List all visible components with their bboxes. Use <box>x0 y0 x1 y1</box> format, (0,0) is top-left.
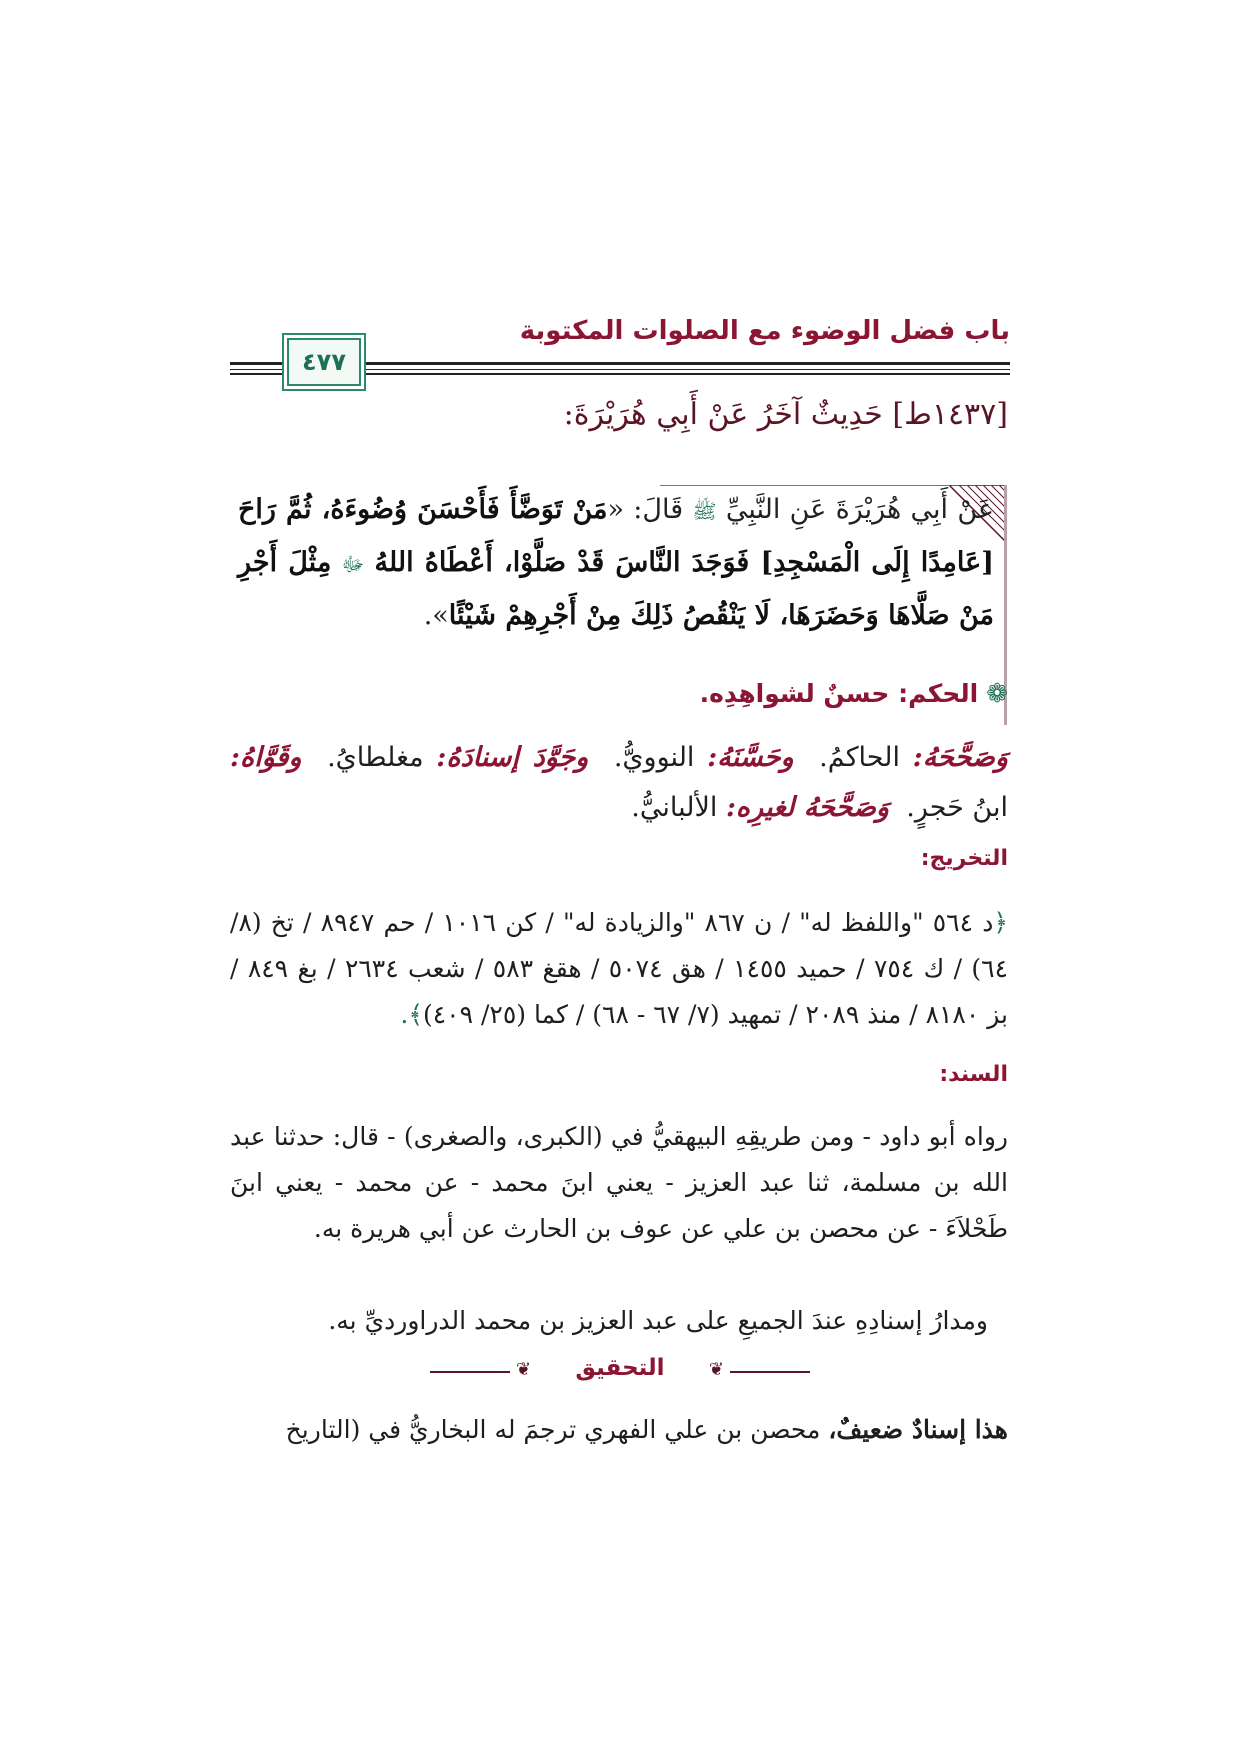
bracket-open: ﴿ <box>993 908 1008 937</box>
azza-wajal-icon: ﷻ <box>341 552 365 576</box>
hadith-heading: [١٤٣٧ط] حَدِيثٌ آخَرُ عَنْ أَبِي هُرَيْرَةَ: <box>563 397 1008 432</box>
verdict-label: وحَسَّنَهُ: <box>707 742 794 773</box>
verdict-value: الألبانيُّ. <box>631 792 718 823</box>
sanad-text: رواه أبو داود - ومن طريقِهِ البيهقيُّ في (الكبرى، والصغرى) - قال: حدثنا عبد الله بن مسلمة، ثنا عبد العزيز - يعني ابنَ محمد - عن محمد - يعني ابنَ طَحْلاَءَ - عن محصن بن علي عن عوف بن الحارث عن أبي هريرة به. <box>230 1122 1008 1243</box>
tahqiq-text <box>230 1407 1008 1453</box>
verdict-value: مغلطايُ. <box>327 742 424 773</box>
hadith-closing: ». <box>423 600 449 631</box>
running-header: باب فضل الوضوء مع الصلوات المكتوبة <box>519 316 1010 346</box>
verdict-label: وقَوَّاهُ: <box>230 742 302 773</box>
ruling <box>700 679 1008 709</box>
page-number-badge: ٤٧٧ <box>287 338 361 386</box>
verdict-value: النوويُّ. <box>613 742 695 773</box>
narration-chain: عَنْ أَبِي هُرَيْرَةَ عَنِ النَّبِيِّ <box>725 494 994 525</box>
hadith-body-part1: مَنْ تَوَضَّأَ فَأَحْسَنَ وُضُوءَهُ، ثُمَّ رَاحَ [عَامِدًا إِلَى الْمَسْجِدِ] فَوَجَدَ النَّاسَ قَدْ صَلَّوْا، أَعْطَاهُ اللهُ <box>238 494 994 578</box>
takhrij-text <box>230 900 1008 1038</box>
hadith-body-part2: مِثْلَ أَجْرِ مَنْ صَلَّاهَا وَحَضَرَهَا، لَا يَنْقُصُ ذَلِكَ مِنْ أَجْرِهِمْ شَيْئًا <box>238 547 994 631</box>
qala-text: قَالَ: « <box>607 494 684 525</box>
madar-text: ومدارُ إسنادِهِ عندَ الجميعِ على عبد العزيز بن محمد الدراورديِّ به. <box>328 1306 988 1335</box>
tahqiq-title: التحقيق <box>575 1355 665 1381</box>
verdict-label: وَصَحَّحَهُ: <box>912 742 1008 773</box>
verdict-value: الحاكمُ. <box>819 742 900 773</box>
takhrij-title: التخريج: <box>920 846 1008 871</box>
bracket-close: ﴾. <box>400 1000 423 1029</box>
flower-icon: ❁ <box>986 679 1008 709</box>
scholar-verdicts <box>230 733 1008 833</box>
verdict-label: وَصَحَّحَهُ لغيرِه: <box>725 792 890 823</box>
ornament-icon: ❦ <box>708 1359 724 1380</box>
salawat-icon: ﷺ <box>692 499 717 523</box>
sanad-title: السند: <box>939 1062 1008 1087</box>
takhrij-body: د ٥٦٤ "واللفظ له" / ن ٨٦٧ "والزيادة له" / كن ١٠١٦ / حم ٨٩٤٧ / تخ (٨/ ٦٤) / ك ٧٥٤ / حميد ١٤٥٥ / هق ٥٠٧٤ / هقغ ٥٨٣ / شعب ٢٦٣٤ / بغ ٨٤٩ / بز ٨١٨٠ / منذ ٢٠٨٩ / تمهيد (٧/ ٦٧ - ٦٨) / كما (٢٥/ ٤٠٩) <box>230 908 1009 1029</box>
tahqiq-body: محصن بن علي الفهري ترجمَ له البخاريُّ في (التاريخ <box>285 1415 821 1444</box>
verdict-label: وجَوَّدَ إسنادَهُ: <box>436 742 589 773</box>
verdict-value: ابنُ حَجرٍ. <box>906 792 1008 823</box>
ornament-icon: ❦ <box>516 1359 532 1380</box>
tahqiq-verdict: هذا إسنادٌ ضعيفٌ، <box>828 1415 1008 1444</box>
hadith-text <box>238 484 994 641</box>
ruling-text: الحكم: حسنٌ لشواهِدِه. <box>699 679 979 708</box>
tahqiq-divider <box>430 1355 810 1389</box>
